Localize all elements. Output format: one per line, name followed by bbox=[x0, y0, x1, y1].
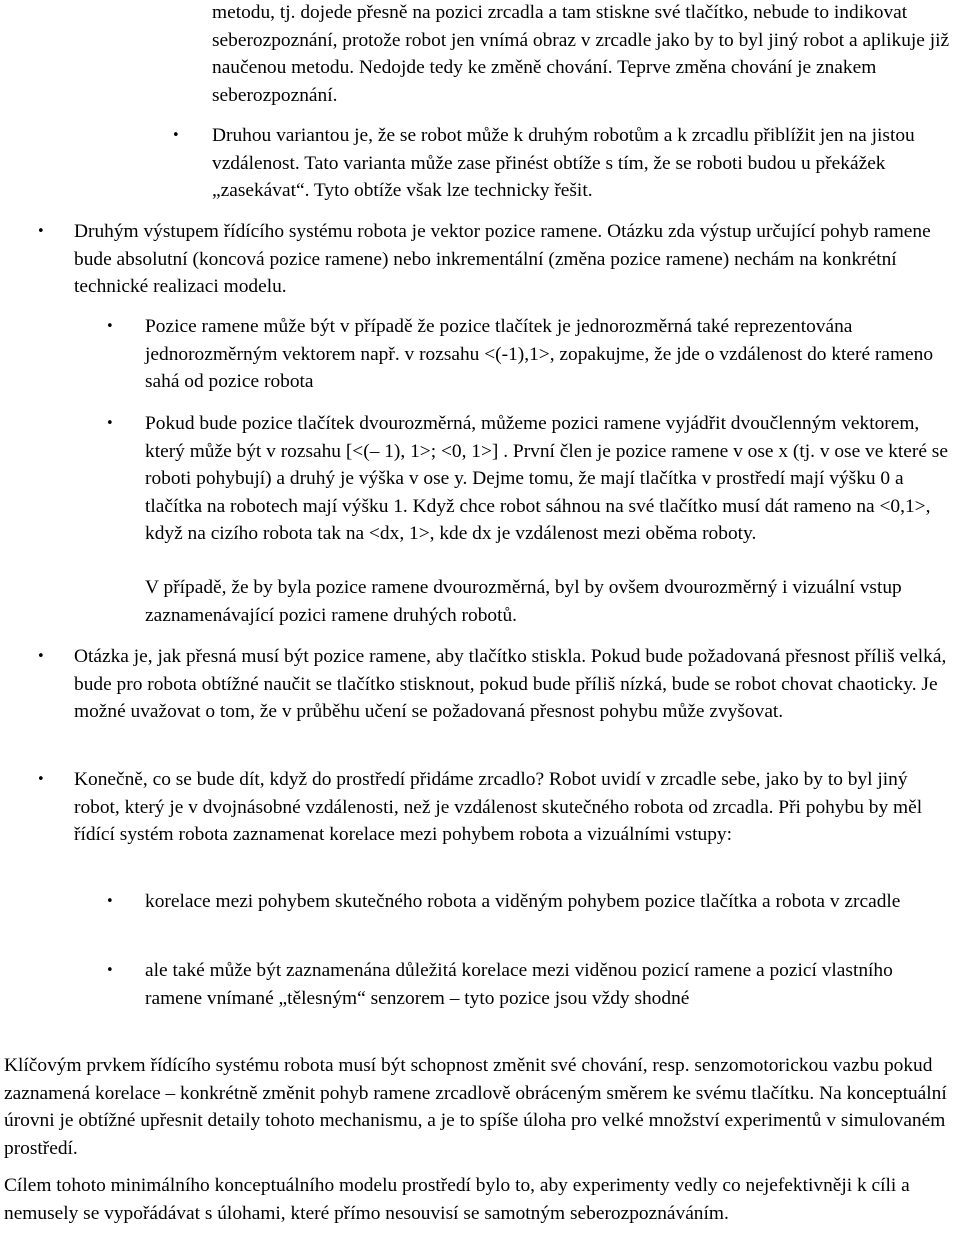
bullet-icon: • bbox=[37, 649, 45, 664]
bullet-item-mirror: Konečně, co se bude dít, když do prostředí přidáme zrcadlo? Robot uvidí v zrcadle sebe, jako by to byl jiný robot, který je v dvojnásobné vzdálenosti, než je vzdálenost skutečného robota od zrcadla. Při pohybu by měl řídící systém robota zaznamenat korelace mezi pohybem robota a vizuálními vstupy: bbox=[74, 769, 923, 845]
paragraph-key-element: Klíčovým prvkem řídícího systému robota musí být schopnost změnit své chování, resp. senzomotorickou vazbu pokud zaznamená korelace – konkrétně změnit pohyb ramene zrcadlově obráceným směrem ke svému tlačítku. Na konceptuální úrovni je obtížné upřesnit detaily tohoto mechanismu, a je to spíše úloha pro velké množství experimentů v simulovaném prostředí. bbox=[4, 1055, 947, 1159]
bullet-item-one-dimensional: Pozice ramene může být v případě že pozice tlačítek je jednorozměrná také reprezentována jednorozměrným vektorem např. v rozsahu <(-1),1>, zopakujme, že jde o vzdálenost do které rameno sahá od pozice robota bbox=[145, 316, 934, 392]
bullet-item-two-dimensional-continued: V případě, že by byla pozice ramene dvourozměrná, byl by ovšem dvourozměrný i vizuální vstup zaznamenávající pozici ramene druhých robotů. bbox=[145, 577, 902, 626]
bullet-icon: • bbox=[37, 772, 45, 787]
bullet-item-arm-vector: Druhým výstupem řídícího systému robota je vektor pozice ramene. Otázku zda výstup určující pohyb ramene bude absolutní (koncová pozice ramene) nebo inkrementální (změna pozice ramene) nechám na konkrétní technické realizaci modelu. bbox=[74, 221, 931, 297]
bullet-item-second-variant: Druhou variantou je, že se robot může k druhým robotům a k zrcadlu přiblížit jen na jistou vzdálenost. Tato varianta může zase přinést obtíže s tím, že se roboti budou u překážek „zasekávat“. Tyto obtíže však lze technicky řešit. bbox=[212, 125, 915, 201]
continuation-text: metodu, tj. dojede přesně na pozici zrcadla a tam stiskne své tlačítko, nebude to indikovat seberozpoznání, protože robot jen vnímá obraz v zrcadle jako by to byl jiný robot a aplikuje již naučenou metodu. Nedojde tedy ke změně chování. Teprve změna chování je znakem seberozpoznání. bbox=[212, 2, 950, 106]
bullet-item-two-dimensional: Pokud bude pozice tlačítek dvourozměrná, můžeme pozici ramene vyjádřit dvoučlenným vektorem, který může být v rozsahu [<(– 1), 1>; <0, 1>] . První člen je pozice ramene v ose x (tj. v ose ve které se roboti pohybují) a druhý je výška v ose y. Dejme tomu, že mají tlačítka v prostředí mají výšku 0 a tlačítka na robotech mají výšku 1. Když chce robot sáhnou na své tlačítko musí dát rameno na <0,1>, když na cizího robota tak na <dx, 1>, kde dx je vzdálenost mezi oběma roboty. bbox=[145, 413, 948, 544]
bullet-icon: • bbox=[106, 416, 114, 431]
bullet-item-correlation-arm: ale také může být zaznamenána důležitá korelace mezi viděnou pozicí ramene a pozicí vlastního ramene vnímané „tělesným“ senzorem – tyto pozice jsou vždy shodné bbox=[145, 960, 893, 1009]
bullet-item-precision: Otázka je, jak přesná musí být pozice ramene, aby tlačítko stiskla. Pokud bude požadovaná přesnost příliš velká, bude pro robota obtížné naučit se tlačítko stisknout, pokud bude příliš nízká, bude se robot chovat chaoticky. Je možné uvažovat o tom, že v průběhu učení se požadovaná přesnost pohybu může zvyšovat. bbox=[74, 646, 947, 722]
bullet-icon: • bbox=[106, 319, 114, 334]
paragraph-goal: Cílem tohoto minimálního konceptuálního modelu prostředí bylo to, aby experimenty vedly co nejefektivněji k cíli a nemusely se vypořádávat s úlohami, které přímo nesouvisí se samotným seberozpoznáváním. bbox=[4, 1175, 910, 1224]
bullet-item-correlation-motion: korelace mezi pohybem skutečného robota a viděným pohybem pozice tlačítka a robota v zrcadle bbox=[145, 891, 901, 912]
bullet-icon: • bbox=[106, 894, 114, 909]
bullet-icon: • bbox=[106, 963, 114, 978]
bullet-icon: • bbox=[37, 224, 45, 239]
bullet-icon: • bbox=[172, 128, 180, 143]
